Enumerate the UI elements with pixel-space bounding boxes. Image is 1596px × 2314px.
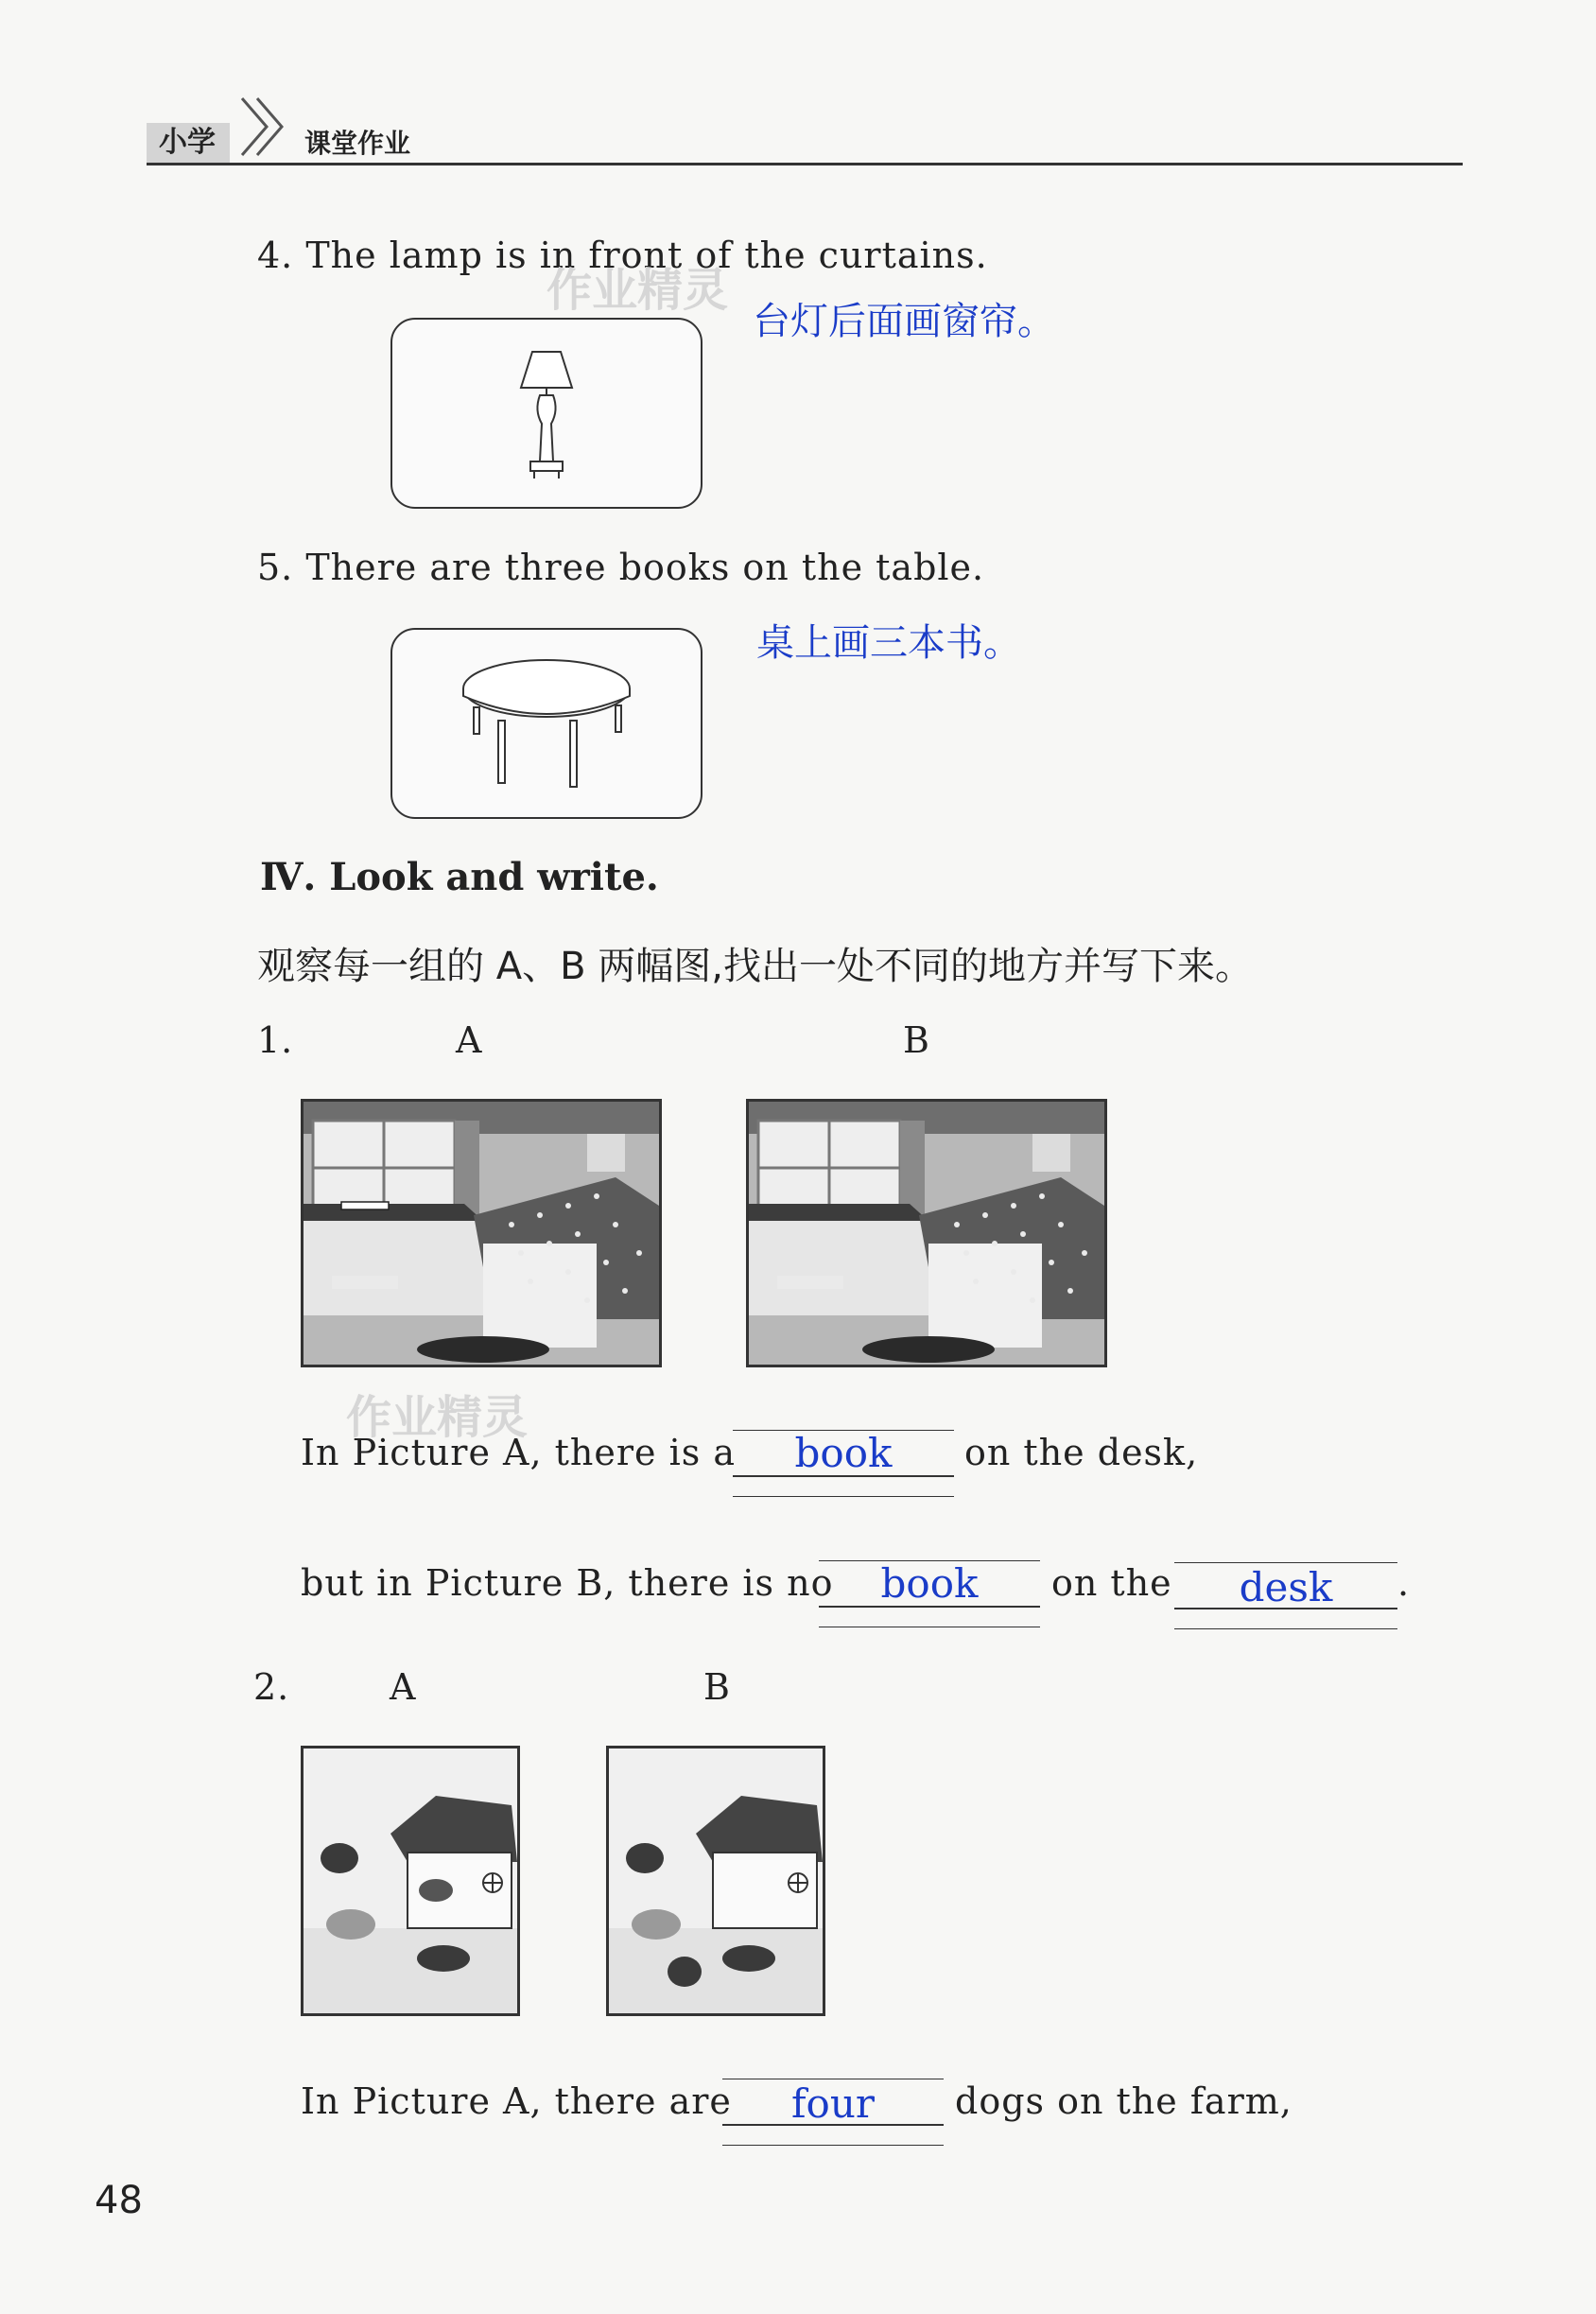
item2-number: 2. [253, 1666, 290, 1708]
item1-blank-2-answer: book [880, 1560, 979, 1607]
item2-label-b: B [703, 1666, 731, 1708]
drawing-box-table[interactable] [390, 628, 703, 819]
item1-blank-1-answer: book [794, 1430, 893, 1476]
watermark: 作业精灵 [346, 1391, 529, 1444]
picture-1a [301, 1099, 662, 1367]
item2-blank-1-answer: four [791, 2080, 875, 2127]
item1-blank-3[interactable] [1174, 1551, 1397, 1630]
section-instruction: 观察每一组的 A、B 两幅图,找出一处不同的地方并写下来。 [257, 945, 1253, 988]
section-title: Ⅳ. Look and write. [260, 855, 659, 899]
header-school: 小学 [159, 126, 216, 159]
q5-answer: 桌上画三本书。 [756, 621, 1021, 665]
item2-blank-1[interactable] [722, 2067, 944, 2147]
q4-answer: 台灯后面画窗帘。 [753, 300, 1055, 343]
lamp-icon [392, 320, 701, 507]
picture-2a [301, 1746, 520, 2016]
q5-text: 5. There are three books on the table. [257, 547, 985, 588]
item2-line1-post: dogs on the farm, [955, 2080, 1292, 2122]
header-rule [147, 163, 1463, 165]
item1-blank-3-answer: desk [1239, 1564, 1333, 1610]
item2-label-a: A [390, 1666, 417, 1708]
item1-line1-post: on the desk, [964, 1432, 1199, 1473]
page-number: 48 [95, 2179, 143, 2222]
item1-label-b: B [903, 1019, 930, 1061]
table-icon [392, 630, 701, 817]
item1-line2-end: . [1397, 1562, 1411, 1604]
watermark: 作业精灵 [546, 264, 729, 317]
item1-line2-mid: on the [1051, 1562, 1172, 1604]
drawing-box-lamp[interactable] [390, 318, 703, 509]
item1-line1-pre: In Picture A, there is a [301, 1432, 736, 1473]
item2-line1-pre: In Picture A, there are [301, 2080, 732, 2122]
item1-blank-2[interactable] [819, 1549, 1040, 1628]
item1-blank-1[interactable] [733, 1418, 954, 1498]
picture-2b [606, 1746, 825, 2016]
item1-number: 1. [257, 1019, 294, 1061]
book-on-desk [341, 1202, 389, 1209]
q4-text: 4. The lamp is in front of the curtains. [257, 235, 988, 276]
picture-1b [746, 1099, 1107, 1367]
item1-line2-pre: but in Picture B, there is no [301, 1562, 834, 1604]
chevron-right-icon [234, 93, 291, 161]
header-subject: 课堂作业 [304, 128, 411, 159]
item1-label-a: A [456, 1019, 483, 1061]
